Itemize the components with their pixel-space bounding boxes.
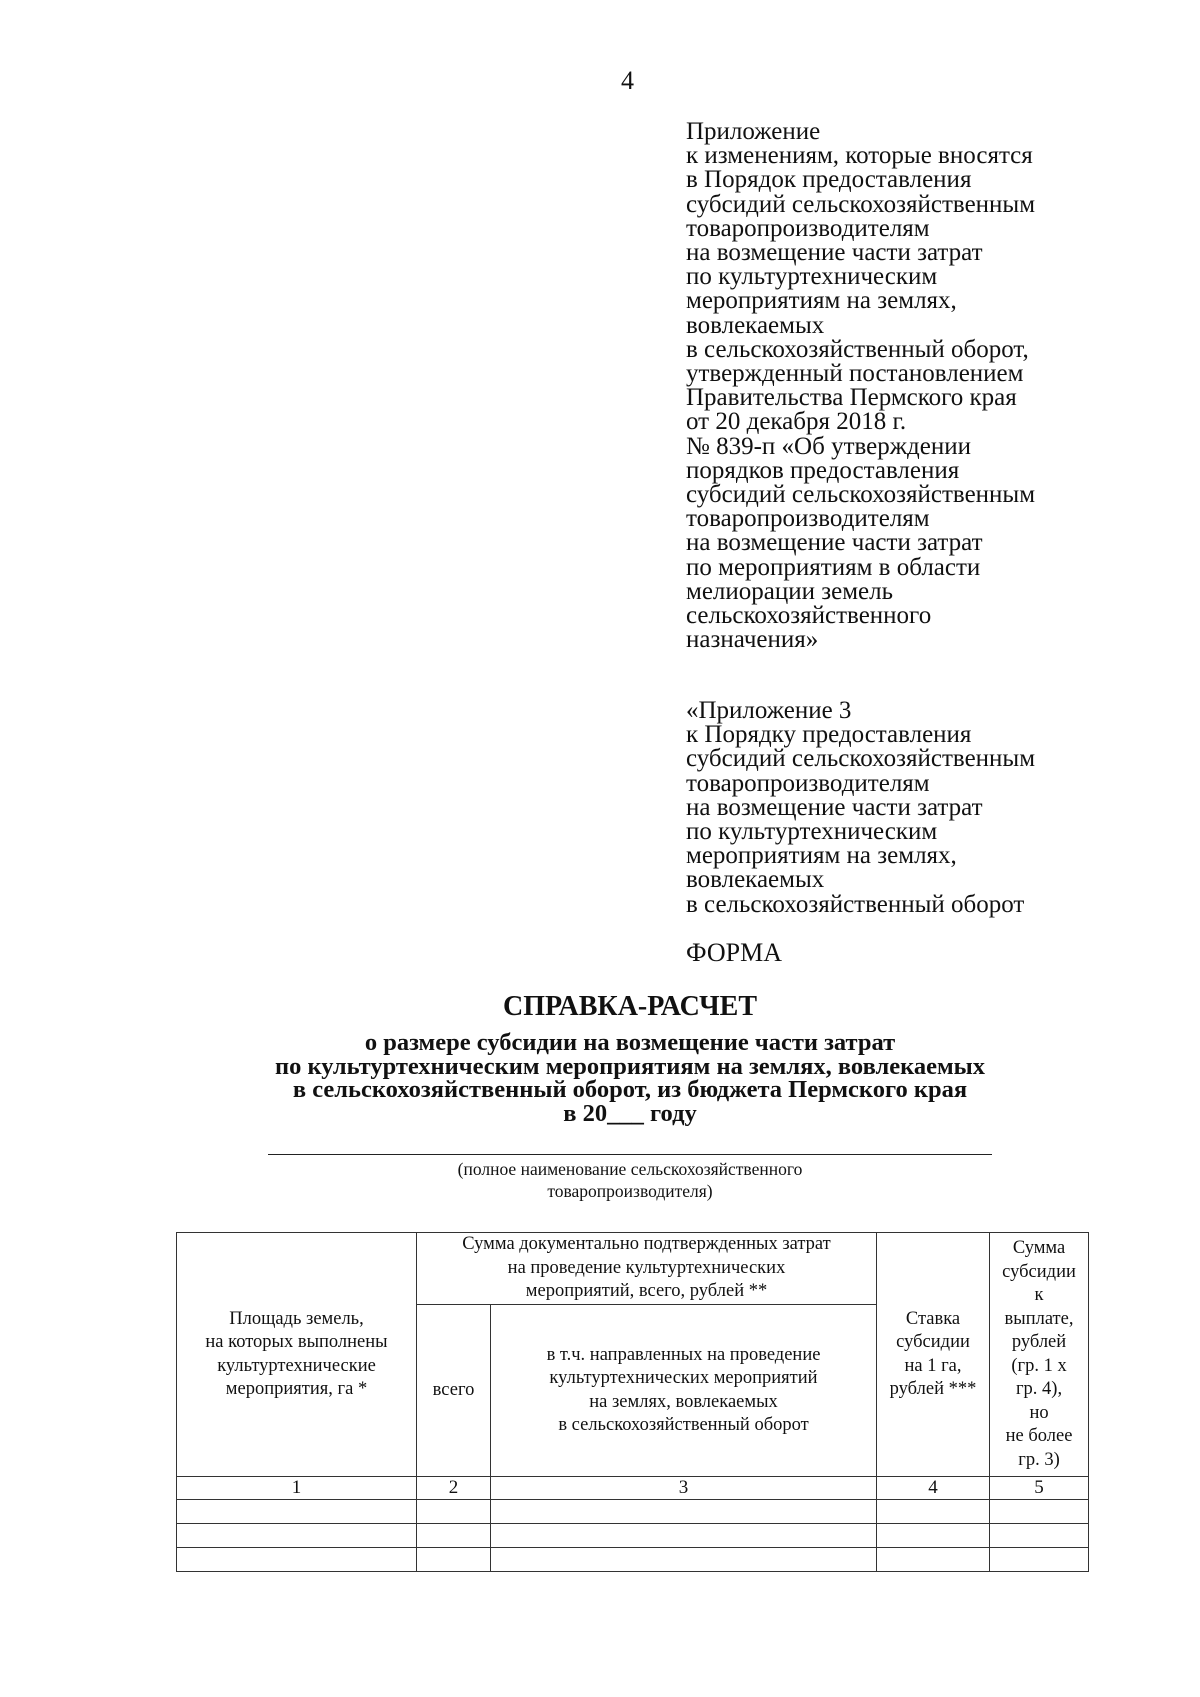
form-label: ФОРМА	[686, 938, 782, 967]
producer-name-caption	[268, 1158, 992, 1202]
table-cell	[990, 1524, 1089, 1548]
appendix-header-line: от 20 декабря 2018 г.	[686, 408, 907, 436]
table-cell	[417, 1524, 491, 1548]
appendix3-header-line: субсидий сельскохозяйственным	[686, 745, 1036, 773]
header-costs-total: всего	[417, 1305, 491, 1477]
header-line: не более	[1005, 1426, 1073, 1446]
header-subsidy-amount	[990, 1233, 1089, 1477]
subtitle-line: в сельскохозяйственный оборот, из бюджета Пермского края	[292, 1076, 968, 1103]
appendix-header	[686, 120, 1106, 652]
caption-line: товаропроизводителя)	[547, 1181, 713, 1201]
appendix3-header-line: вовлекаемых	[686, 866, 825, 894]
appendix-header-line: № 839-п «Об утверждении	[686, 432, 971, 460]
header-subsidy-rate	[877, 1233, 990, 1477]
table-cell	[877, 1524, 990, 1548]
header-line: к	[1034, 1285, 1044, 1305]
appendix-header-line: на возмещение части затрат	[686, 239, 983, 267]
document-title: СПРАВКА-РАСЧЕТ	[502, 991, 758, 1022]
header-confirmed-costs	[417, 1233, 877, 1305]
column-number: 4	[877, 1477, 990, 1500]
header-line: на проведение культуртехнических	[507, 1257, 786, 1278]
table-row	[177, 1524, 1089, 1548]
table-cell	[491, 1524, 877, 1548]
header-line: но	[1029, 1402, 1049, 1423]
column-numbers-row	[177, 1477, 1089, 1500]
appendix-header-line: по мероприятиям в области	[686, 553, 981, 581]
header-land-area	[177, 1233, 417, 1477]
header-line: на землях, вовлекаемых	[589, 1391, 778, 1412]
appendix-header-line: товаропроизводителям	[686, 214, 930, 242]
appendix-header-line: мелиорации земель	[686, 577, 894, 605]
table-cell	[877, 1548, 990, 1572]
appendix3-header-line: «Приложение 3	[686, 697, 852, 724]
header-line: в сельскохозяйственный оборот	[558, 1415, 809, 1435]
appendix-header-line: по культуртехническим	[686, 263, 938, 291]
table-cell	[417, 1500, 491, 1524]
appendix-header-line: вовлекаемых	[686, 311, 825, 339]
appendix-header-line: к изменениям, которые вносятся	[686, 142, 1033, 170]
header-line: культуртехнических мероприятий	[549, 1368, 818, 1388]
table-cell	[877, 1500, 990, 1524]
producer-name-line	[268, 1154, 992, 1155]
table-cell	[177, 1548, 417, 1572]
header-line: субсидии	[896, 1332, 970, 1352]
table-cell	[177, 1524, 417, 1548]
table-cell	[177, 1500, 417, 1524]
appendix3-header-line: мероприятиям на землях,	[686, 842, 957, 870]
column-number: 3	[491, 1477, 877, 1500]
table-cell	[990, 1500, 1089, 1524]
appendix-header-line: сельскохозяйственного	[686, 602, 932, 630]
header-line: гр. 4),	[1015, 1379, 1063, 1399]
caption-line: (полное наименование сельскохозяйственного	[457, 1159, 803, 1179]
header-line: в т.ч. направленных на проведение	[546, 1344, 821, 1365]
header-line: Сумма	[1012, 1238, 1066, 1258]
header-line: рублей ***	[889, 1379, 977, 1399]
appendix-header-line: Правительства Пермского края	[686, 384, 1017, 412]
appendix-header-line: назначения»	[686, 626, 819, 654]
appendix3-header-line: к Порядку предоставления	[686, 721, 972, 749]
appendix3-header	[686, 699, 1106, 917]
appendix-header-line: мероприятиям на землях,	[686, 287, 957, 315]
subtitle-line: по культуртехническим мероприятиям на землях, вовлекаемых	[274, 1052, 986, 1080]
appendix3-header-line: по культуртехническим	[686, 818, 938, 846]
header-line: рублей	[1011, 1332, 1067, 1352]
column-number: 5	[990, 1477, 1089, 1500]
appendix-header-line: на возмещение части затрат	[686, 529, 983, 557]
table-cell	[491, 1500, 877, 1524]
appendix-header-line: порядков предоставления	[686, 456, 960, 484]
table-cell	[491, 1548, 877, 1572]
header-line: на которых выполнены	[205, 1332, 388, 1352]
header-line: культуртехнические	[217, 1355, 376, 1376]
appendix-header-line: Приложение	[686, 118, 821, 145]
appendix3-header-line: товаропроизводителям	[686, 769, 930, 797]
appendix-header-line: утвержденный постановлением	[686, 360, 1024, 388]
table-cell	[990, 1548, 1089, 1572]
header-line: мероприятия, га *	[225, 1379, 368, 1399]
document-subtitle	[0, 1031, 1200, 1125]
header-costs-involved-lands	[491, 1305, 877, 1477]
header-line: выплате,	[1004, 1308, 1074, 1329]
header-line: на 1 га,	[904, 1355, 962, 1376]
appendix-header-line: субсидий сельскохозяйственным	[686, 481, 1036, 509]
subtitle-line: в 20___ году	[563, 1099, 697, 1127]
appendix-header-line: субсидий сельскохозяйственным	[686, 190, 1036, 218]
appendix3-header-line: на возмещение части затрат	[686, 793, 983, 821]
appendix-header-line: товаропроизводителям	[686, 505, 930, 533]
appendix3-header-line: в сельскохозяйственный оборот	[686, 890, 1025, 918]
header-line: Сумма документально подтвержденных затрат	[462, 1234, 831, 1255]
table-row	[177, 1500, 1089, 1524]
header-line: субсидии	[1002, 1261, 1076, 1282]
page-number: 4	[621, 66, 634, 95]
header-line: гр. 3)	[1018, 1449, 1060, 1470]
column-number: 1	[177, 1477, 417, 1500]
appendix-header-line: в сельскохозяйственный оборот,	[686, 335, 1029, 363]
header-line: Площадь земель,	[229, 1308, 364, 1329]
header-line: мероприятий, всего, рублей **	[525, 1281, 768, 1302]
header-line: (гр. 1 х	[1011, 1355, 1067, 1376]
table-row	[177, 1548, 1089, 1572]
appendix-header-line: в Порядок предоставления	[686, 166, 972, 194]
table-cell	[417, 1548, 491, 1572]
column-number: 2	[417, 1477, 491, 1500]
subtitle-line: о размере субсидии на возмещение части затрат	[364, 1029, 896, 1056]
header-line: Ставка	[905, 1308, 961, 1329]
subsidy-calculation-table	[176, 1232, 1089, 1572]
